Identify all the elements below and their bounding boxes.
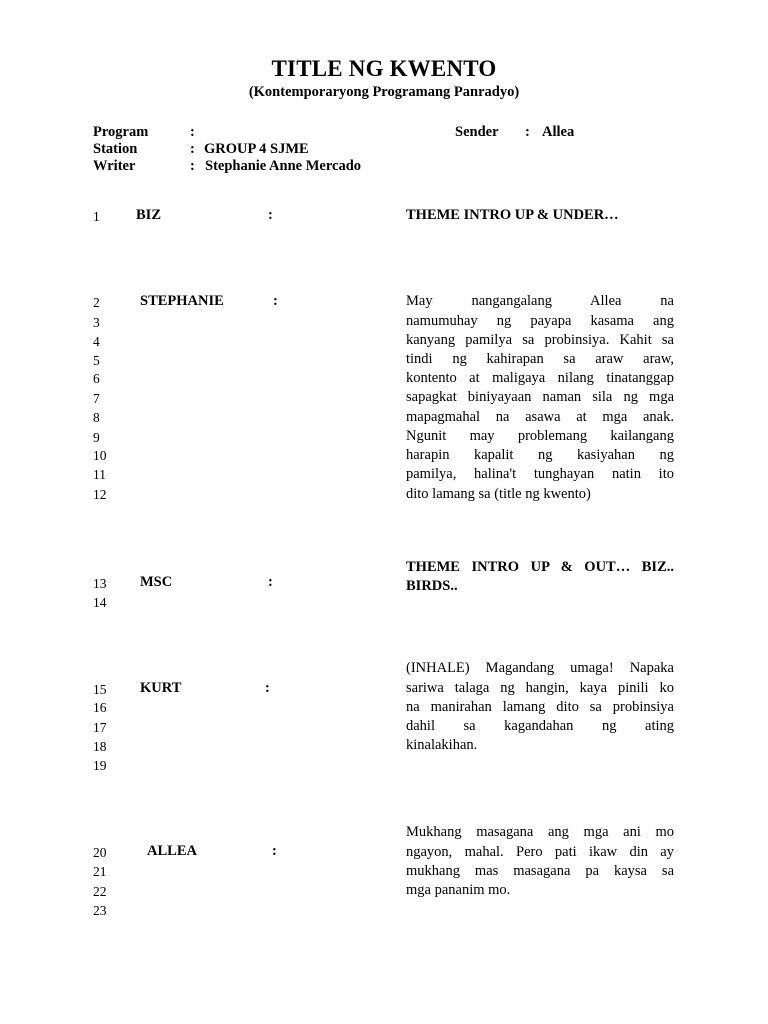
dialogue-line: ngayon, mahal. Pero pati ikaw din ay <box>406 844 674 860</box>
sender-label: Sender <box>455 124 499 140</box>
script-title: TITLE NG KWENTO <box>271 56 497 81</box>
speaker-colon: : <box>265 680 270 696</box>
dialogue-line: dahil sa kagandahan ng ating <box>406 718 674 734</box>
dialogue-line: harapin kapalit ng kasiyahan ng <box>406 447 674 463</box>
line-number: 18 <box>93 739 107 754</box>
dialogue-line: tindi ng kahirapan sa araw araw, <box>406 351 674 367</box>
speaker-colon: : <box>273 293 278 309</box>
dialogue-line: na manirahan lamang dito sa probinsiya <box>406 699 674 715</box>
line-number: 1 <box>93 209 100 224</box>
dialogue-line: kanyang pamilya sa probinsiya. Kahit sa <box>406 332 674 348</box>
line-number: 12 <box>93 487 107 502</box>
dialogue-line: (INHALE) Magandang umaga! Napaka <box>406 660 674 676</box>
dialogue-line: mukhang mas masagana pa kaysa sa <box>406 863 674 879</box>
dialogue-line: pamilya, halina't tunghayan natin ito <box>406 466 674 482</box>
line-number: 9 <box>93 430 100 445</box>
line-number: 15 <box>93 682 107 697</box>
station-colon: : <box>190 141 195 157</box>
sender-colon: : <box>525 124 530 140</box>
dialogue-line: Mukhang masagana ang mga ani mo <box>406 824 674 840</box>
dialogue-line: sapagkat biniyayaan naman sila ng mga <box>406 389 674 405</box>
line-number: 3 <box>93 315 100 330</box>
station-value: GROUP 4 SJME <box>204 141 309 157</box>
dialogue-line: mga pananim mo. <box>406 882 511 898</box>
program-label: Program <box>93 124 149 140</box>
station-label: Station <box>93 141 138 157</box>
dialogue-line: THEME INTRO UP & UNDER… <box>406 207 619 223</box>
dialogue-line: kinalakihan. <box>406 737 478 753</box>
dialogue-line: BIRDS.. <box>406 578 458 594</box>
line-number: 8 <box>93 410 100 425</box>
line-number: 11 <box>93 467 106 482</box>
speaker-name: ALLEA <box>147 843 197 859</box>
sender-value: Allea <box>542 124 575 140</box>
line-number: 4 <box>93 334 100 349</box>
dialogue-line: THEME INTRO UP & OUT… BIZ.. <box>406 559 674 575</box>
speaker-colon: : <box>272 843 277 859</box>
dialogue-line: namumuhay ng payapa kasama ang <box>406 313 674 329</box>
script-subtitle: (Kontemporaryong Programang Panradyo) <box>248 84 520 100</box>
line-number: 14 <box>93 595 107 610</box>
dialogue-line: May nangangalang Allea na <box>406 293 674 309</box>
dialogue-line: kontento at maligaya nilang tinatanggap <box>406 370 674 386</box>
line-number: 17 <box>93 720 107 735</box>
program-colon: : <box>190 124 195 140</box>
line-number: 6 <box>93 371 100 386</box>
line-number: 13 <box>93 576 107 591</box>
speaker-name: BIZ <box>136 207 161 223</box>
line-number: 20 <box>93 845 107 860</box>
speaker-colon: : <box>268 574 273 590</box>
line-number: 19 <box>93 758 107 773</box>
line-number: 23 <box>93 903 107 918</box>
line-number: 5 <box>93 353 100 368</box>
writer-label: Writer <box>93 158 136 174</box>
speaker-name: MSC <box>140 574 173 590</box>
dialogue-line: sariwa talaga ng hangin, kaya pinili ko <box>406 680 674 696</box>
speaker-name: KURT <box>140 680 182 696</box>
line-number: 2 <box>93 295 100 310</box>
dialogue-line: dito lamang sa (title ng kwento) <box>406 486 591 502</box>
line-number: 21 <box>93 864 107 879</box>
line-number: 7 <box>93 391 100 406</box>
writer-value: Stephanie Anne Mercado <box>205 158 362 174</box>
line-number: 10 <box>93 448 107 463</box>
line-number: 22 <box>93 884 107 899</box>
speaker-name: STEPHANIE <box>140 293 224 309</box>
speaker-colon: : <box>268 207 273 223</box>
dialogue-line: Ngunit may problemang kailangang <box>406 428 674 444</box>
writer-colon: : <box>190 158 195 174</box>
dialogue-line: mapagmahal na asawa at mga anak. <box>406 409 674 425</box>
line-number: 16 <box>93 700 107 715</box>
